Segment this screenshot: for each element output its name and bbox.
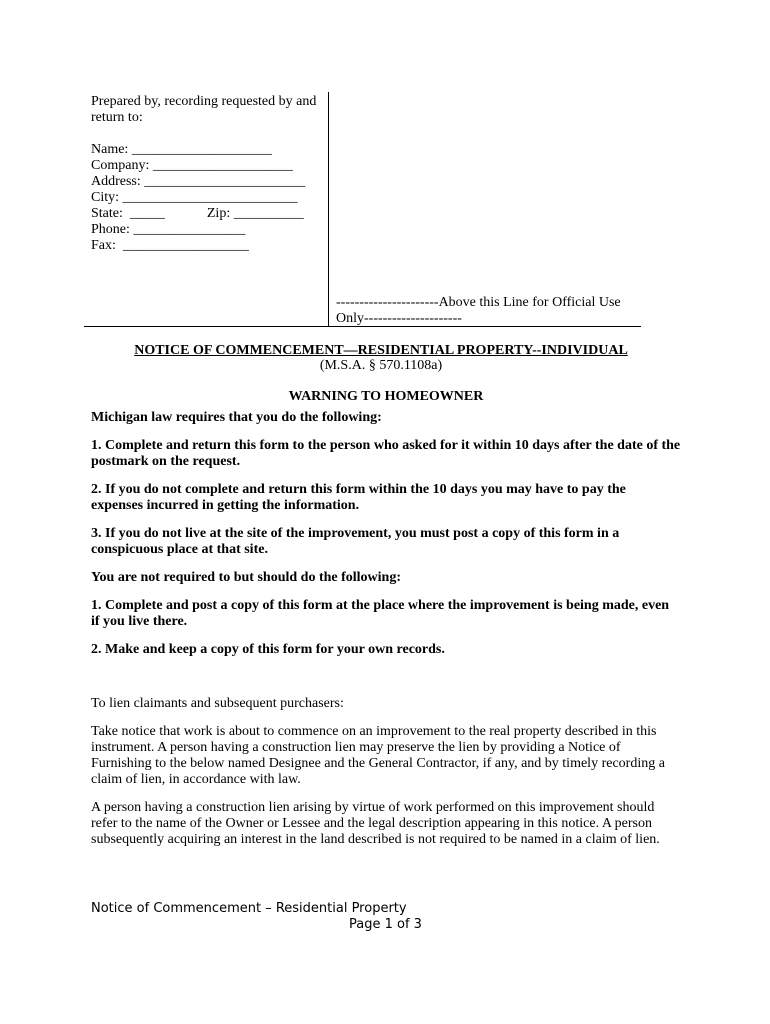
recording-header [84,92,641,327]
address-field: Address: _______________________ [91,174,306,189]
warning-paragraph: Michigan law requires that you do the following: [91,410,382,425]
prepared-by-line: return to: [91,110,143,125]
name-field: Name: ____________________ [91,142,272,157]
notice-paragraph: To lien claimants and subsequent purchasers: [91,696,344,711]
header-divider-vertical [328,92,329,327]
company-field: Company: ____________________ [91,158,293,173]
title-main: NOTICE OF COMMENCEMENT—RESIDENTIAL PROPERTY--INDIVIDUAL [134,343,628,358]
footer-page-number: Page 1 of 3 [349,917,422,932]
document-title [84,343,678,373]
warning-heading: WARNING TO HOMEOWNER [288,389,484,404]
official-use-line: ----------------------Above this Line for Official Use [336,295,621,310]
warning-paragraph: 1. Complete and post a copy of this form at the place where the improvement is being made, even if you live there. [91,598,670,629]
header-divider-horizontal [84,326,641,327]
phone-field: Phone: ________________ [91,222,246,237]
state-zip-field: State: _____ Zip: __________ [91,206,304,221]
warning-paragraph: 2. Make and keep a copy of this form for your own records. [91,642,445,657]
return-to-block [91,94,327,254]
notice-paragraph: Take notice that work is about to commence on an improvement to the real property described in this instrument. A person having a construction lien may preserve the lien by providing a Notice of Furnishing to the below named Designee and the General Contractor, if any, and by timely recording a claim of lien, in accordance with law. [91,724,665,787]
fax-field: Fax: __________________ [91,238,249,253]
warning-paragraph: 3. If you do not live at the site of the improvement, you must post a copy of this form in a conspicuous place at that site. [91,526,620,557]
official-use-label [336,295,636,327]
warning-paragraph: 2. If you do not complete and return this form within the 10 days you may have to pay the expenses incurred in getting the information. [91,482,626,513]
title-citation: (M.S.A. § 570.1108a) [319,358,443,373]
footer-doc-title: Notice of Commencement – Residential Property [91,901,407,916]
page-footer [91,901,591,933]
warning-paragraph: 1. Complete and return this form to the person who asked for it within 10 days after the date of the postmark on the request. [91,438,681,469]
document-body [91,389,681,860]
warning-paragraph: You are not required to but should do the following: [91,570,401,585]
city-field: City: _________________________ [91,190,298,205]
official-use-line: Only--------------------- [336,311,462,326]
notice-paragraph: A person having a construction lien arising by virtue of work performed on this improvement should refer to the name of the Owner or Lessee and the legal description appearing in this notice. A person subsequently acquiring an interest in the land described is not required to be named in a claim of lien. [91,800,660,847]
prepared-by-line: Prepared by, recording requested by and [91,94,317,109]
